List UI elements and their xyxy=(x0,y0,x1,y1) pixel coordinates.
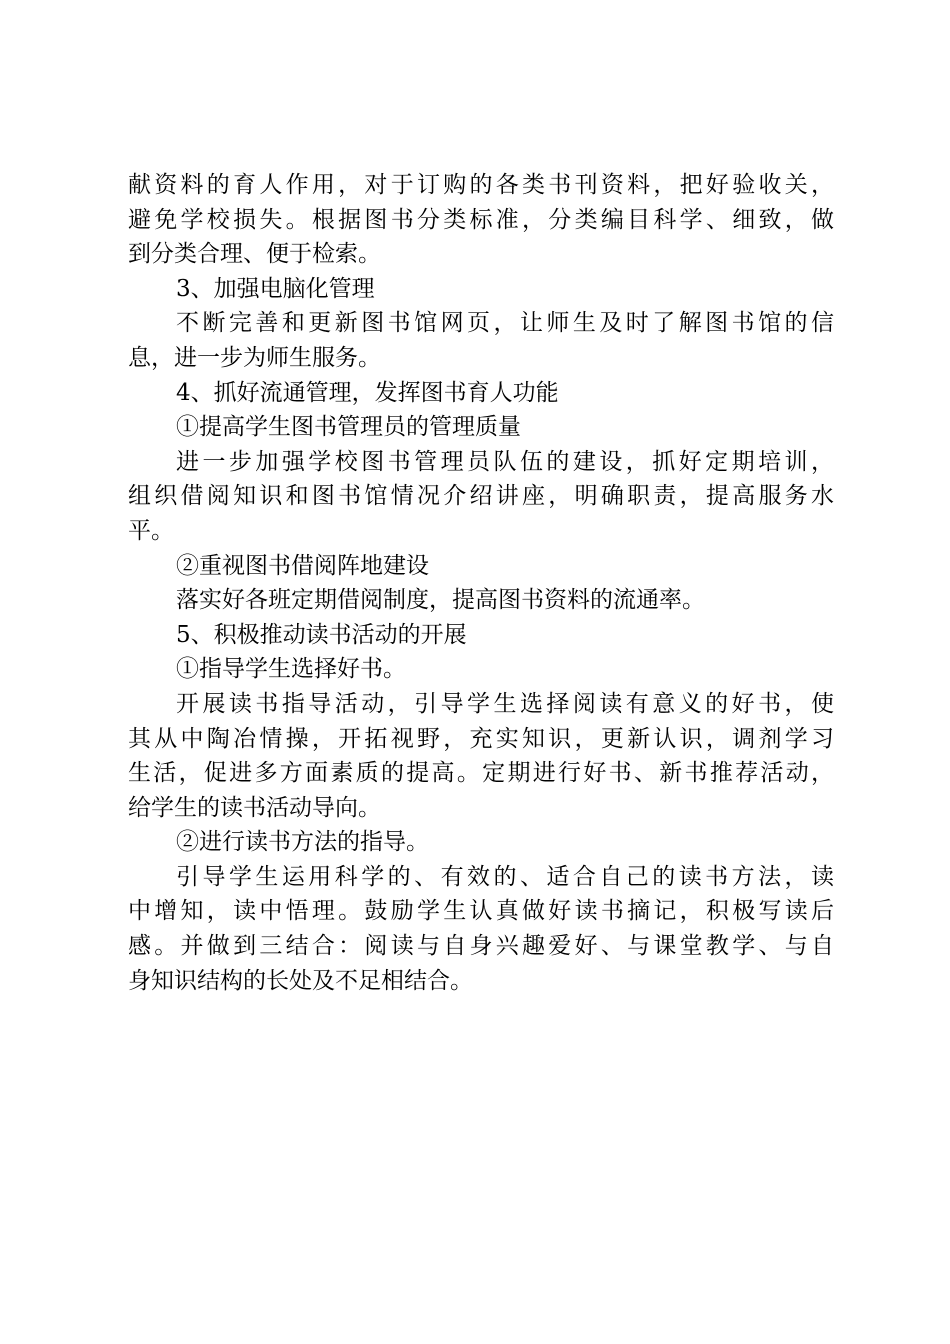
paragraph-line: 平。 xyxy=(128,517,174,544)
paragraph-line: 进一步加强学校图书管理员队伍的建设，抓好定期培训， xyxy=(176,448,834,475)
paragraph-line: 不断完善和更新图书馆网页，让师生及时了解图书馆的信 xyxy=(176,310,834,337)
paragraph-line: 身知识结构的长处及不足相结合。 xyxy=(128,967,473,994)
subheading: ②重视图书借阅阵地建设 xyxy=(176,552,429,579)
paragraph-line: 献资料的育人作用，对于订购的各类书刊资料，把好验收关， xyxy=(128,172,834,198)
subheading: ①指导学生选择好书。 xyxy=(176,656,406,683)
section-heading-5: 5、积极推动读书活动的开展 xyxy=(176,621,467,648)
section-heading-4: 4、抓好流通管理，发挥图书育人功能 xyxy=(176,379,559,406)
section-heading-3: 3、加强电脑化管理 xyxy=(176,275,375,302)
paragraph-line: 其从中陶冶情操，开拓视野，充实知识，更新认识，调剂学习 xyxy=(128,725,834,752)
paragraph-line: 开展读书指导活动，引导学生选择阅读有意义的好书，使 xyxy=(176,690,834,717)
paragraph-line: 中增知，读中悟理。鼓励学生认真做好读书摘记，积极写读后 xyxy=(128,898,834,925)
subheading: ②进行读书方法的指导。 xyxy=(176,829,429,856)
subheading: ①提高学生图书管理员的管理质量 xyxy=(176,414,521,441)
paragraph-line: 生活，促进多方面素质的提高。定期进行好书、新书推荐活动， xyxy=(128,760,834,787)
paragraph-line: 落实好各班定期借阅制度，提高图书资料的流通率。 xyxy=(176,587,705,614)
paragraph-line: 到分类合理、便于检索。 xyxy=(128,241,381,268)
paragraph-line: 感。并做到三结合：阅读与自身兴趣爱好、与课堂教学、与自 xyxy=(128,933,834,960)
paragraph-line: 息，进一步为师生服务。 xyxy=(128,344,381,371)
paragraph-line: 避免学校损失。根据图书分类标准，分类编目科学、细致，做 xyxy=(128,206,834,233)
paragraph-line: 给学生的读书活动导向。 xyxy=(128,794,381,821)
paragraph-line: 引导学生运用科学的、有效的、适合自己的读书方法，读 xyxy=(176,863,834,890)
document-body xyxy=(128,168,834,998)
paragraph-line: 组织借阅知识和图书馆情况介绍讲座，明确职责，提高服务水 xyxy=(128,483,834,510)
